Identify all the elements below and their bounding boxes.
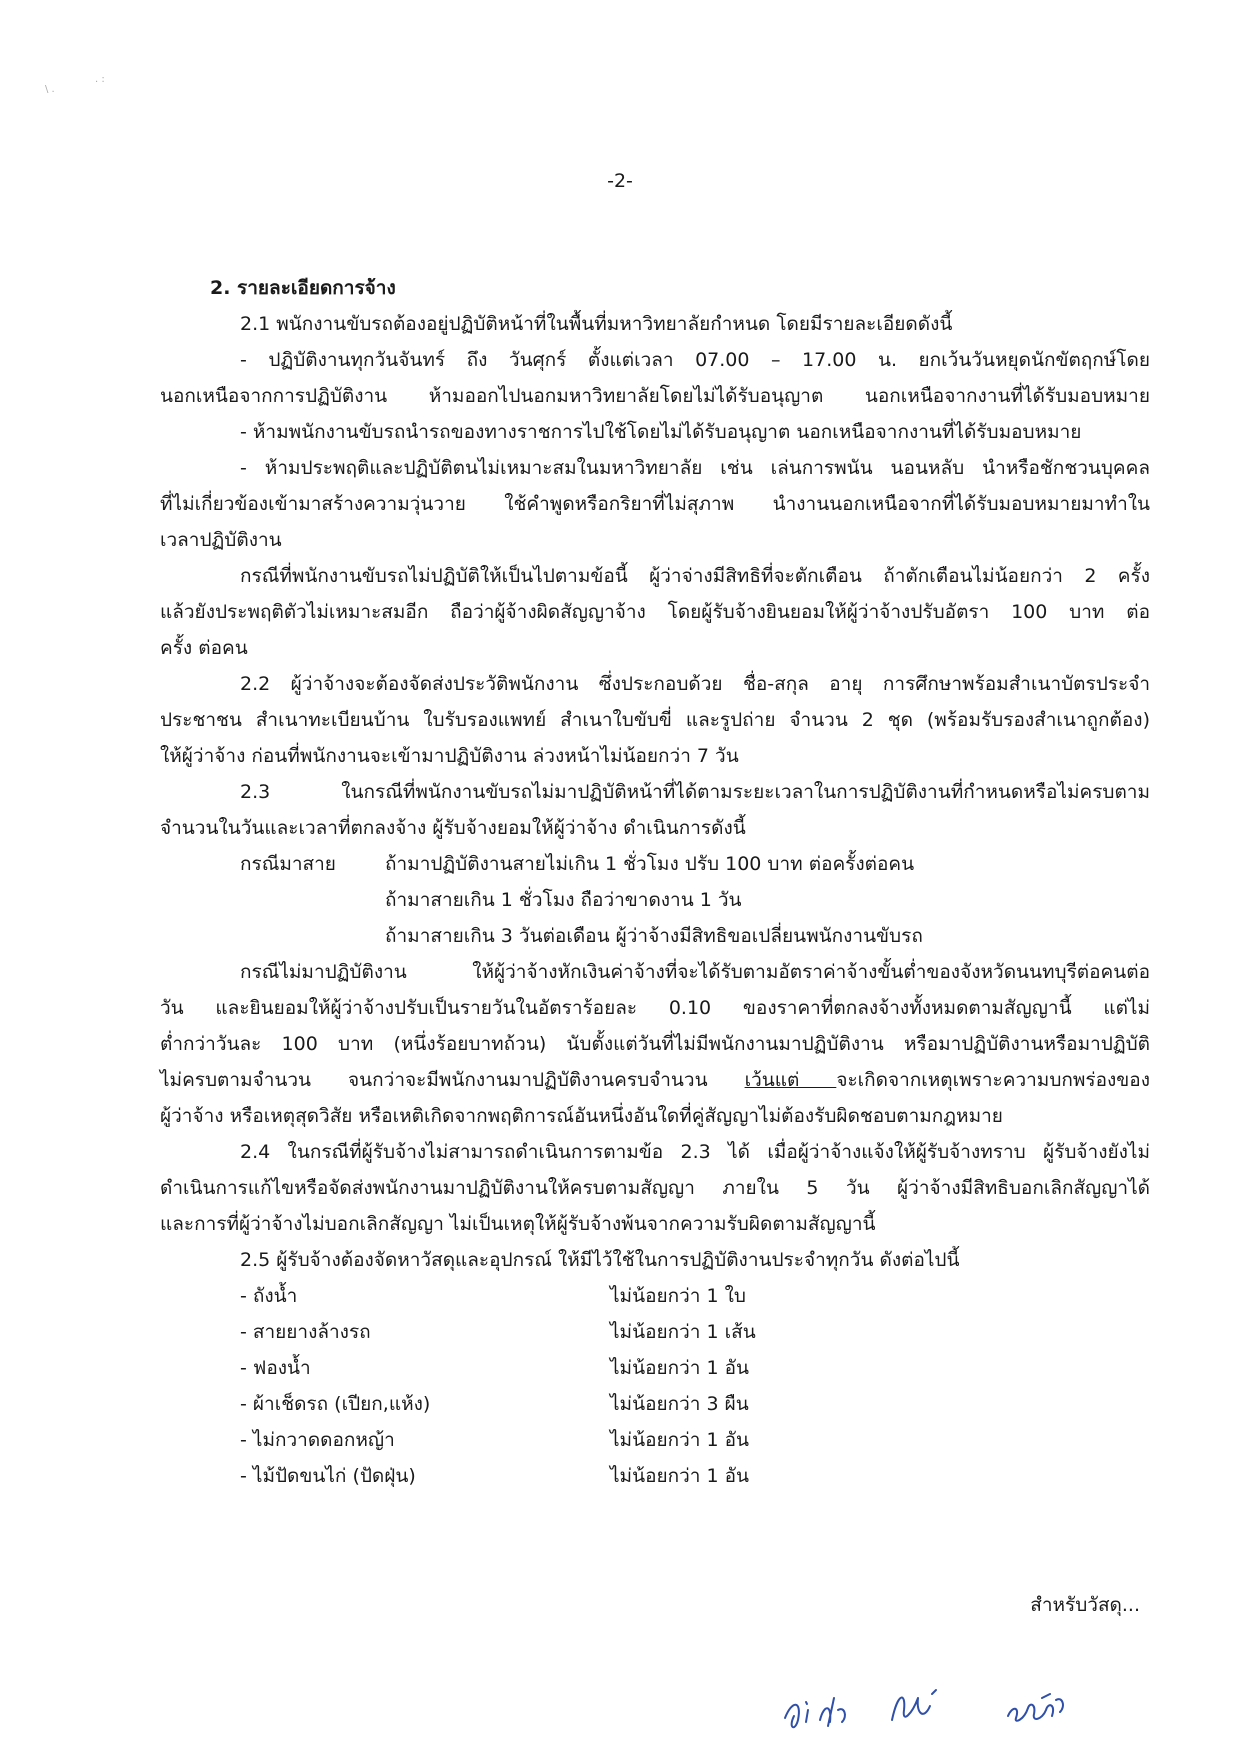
svg-text:. :: . : xyxy=(95,74,105,85)
scan-marks xyxy=(40,60,130,100)
section-2-1-item3-line2: ที่ไม่เกี่ยวข้องเข้ามาสร้างความวุ่นวาย ใช้คำพูดหรือกริยาที่ไม่สุภาพ นำงานนอกเหนือจากที่ได้รับมอบหมายมาทำใน xyxy=(160,493,1150,515)
material-name: - ไม่กวาดดอกหญ้า xyxy=(240,1429,395,1451)
material-row xyxy=(160,1350,1150,1386)
material-qty: ไม่น้อยกว่า 1 อัน xyxy=(610,1357,750,1379)
section-2-1-item3-line3: เวลาปฏิบัติงาน xyxy=(160,529,282,551)
absent-line4-post: จะเกิดจากเหตุเพราะความบกพร่องของ xyxy=(836,1069,1150,1091)
material-row xyxy=(160,1458,1150,1494)
svg-text:\ .: \ . xyxy=(45,84,55,95)
absent-line2: วัน และยินยอมให้ผู้ว่าจ้างปรับเป็นรายวันในอัตราร้อยละ 0.10 ของราคาที่ตกลงจ้างทั้งหมดตามสัญญานี้ แต่ไม่ xyxy=(160,997,1150,1019)
late-label: กรณีมาสาย xyxy=(240,853,336,875)
section-2-2-line3: ให้ผู้ว่าจ้าง ก่อนที่พนักงานจะเข้ามาปฏิบัติงาน ล่วงหน้าไม่น้อยกว่า 7 วัน xyxy=(160,745,739,767)
late-rule-row xyxy=(160,846,1150,882)
handwritten-signatures xyxy=(780,1680,1120,1740)
section-2-1-penalty-line3: ครั้ง ต่อคน xyxy=(160,637,248,659)
material-name: - ถังน้ำ xyxy=(240,1285,298,1307)
section-2-1-item3-line1: - ห้ามประพฤติและปฏิบัติตนไม่เหมาะสมในมหาวิทยาลัย เช่น เล่นการพนัน นอนหลับ นำหรือชักชวนบุคคล xyxy=(240,457,1150,479)
absent-line1: กรณีไม่มาปฏิบัติงาน ให้ผู้ว่าจ้างหักเงินค่าจ้างที่จะได้รับตามอัตราค่าจ้างขั้นต่ำของจังหวัดนนทบุรีต่อคนต่อ xyxy=(240,961,1150,983)
section-2-2-line2: ประชาชน สำเนาทะเบียนบ้าน ใบรับรองแพทย์ สำเนาใบขับขี่ และรูปถ่าย จำนวน 2 ชุด (พร้อมรับรองสำเนาถูกต้อง) xyxy=(160,709,1150,731)
material-qty: ไม่น้อยกว่า 3 ผืน xyxy=(610,1393,749,1415)
absent-line4-pre: ไม่ครบตามจำนวน จนกว่าจะมีพนักงานมาปฏิบัติงานครบจำนวน xyxy=(160,1069,745,1091)
section-2-1-intro: 2.1 พนักงานขับรถต้องอยู่ปฏิบัติหน้าที่ในพื้นที่มหาวิทยาลัยกำหนด โดยมีรายละเอียดดังนี้ xyxy=(240,313,953,335)
section-2-3-line1: 2.3 ในกรณีที่พนักงานขับรถไม่มาปฏิบัติหน้าที่ได้ตามระยะเวลาในการปฏิบัติงานที่กำหนดหรือไม่ครบตาม xyxy=(240,781,1150,803)
material-name: - สายยางล้างรถ xyxy=(240,1321,371,1343)
late-rule-2: ถ้ามาสายเกิน 1 ชั่วโมง ถือว่าขาดงาน 1 วัน xyxy=(385,889,742,911)
page-number: -2- xyxy=(607,170,633,192)
section-2-1-item1-line2: นอกเหนือจากการปฏิบัติงาน ห้ามออกไปนอกมหาวิทยาลัยโดยไม่ได้รับอนุญาต นอกเหนือจากงานที่ได้รับมอบหมาย xyxy=(160,385,1150,407)
section-2-3-line2: จำนวนในวันและเวลาที่ตกลงจ้าง ผู้รับจ้างยอมให้ผู้ว่าจ้าง ดำเนินการดังนี้ xyxy=(160,817,746,839)
material-qty: ไม่น้อยกว่า 1 อัน xyxy=(610,1429,750,1451)
section-2-4-line2: ดำเนินการแก้ไขหรือจัดส่งพนักงานมาปฏิบัติงานให้ครบตามสัญญา ภายใน 5 วัน ผู้ว่าจ้างมีสิทธิบอกเลิกสัญญาได้ xyxy=(160,1177,1150,1199)
late-rule-1: ถ้ามาปฏิบัติงานสายไม่เกิน 1 ชั่วโมง ปรับ 100 บาท ต่อครั้งต่อคน xyxy=(385,853,915,875)
continuation-note: สำหรับวัสดุ... xyxy=(1030,1594,1140,1616)
section-2-4-line1: 2.4 ในกรณีที่ผู้รับจ้างไม่สามารถดำเนินการตามข้อ 2.3 ได้ เมื่อผู้ว่าจ้างแจ้งให้ผู้รับจ้างทราบ ผู้รับจ้างยังไม่ xyxy=(240,1141,1150,1163)
material-qty: ไม่น้อยกว่า 1 ใบ xyxy=(610,1285,746,1307)
absent-line4 xyxy=(160,1062,1150,1098)
late-rule-3: ถ้ามาสายเกิน 3 วันต่อเดือน ผู้ว่าจ้างมีสิทธิขอเปลี่ยนพนักงานขับรถ xyxy=(385,925,923,947)
material-row xyxy=(160,1386,1150,1422)
section-2-1-penalty-line2: แล้วยังประพฤติตัวไม่เหมาะสมอีก ถือว่าผู้จ้างผิดสัญญาจ้าง โดยผู้รับจ้างยินยอมให้ผู้ว่าจ้างปรับอัตรา 100 บาท ต่อ xyxy=(160,601,1150,623)
absent-line5: ผู้ว่าจ้าง หรือเหตุสุดวิสัย หรือเหติเกิดจากพฤติการณ์อันหนึ่งอันใดที่คู่สัญญาไม่ต้องรับผิดชอบตามกฎหมาย xyxy=(160,1105,1003,1127)
section-heading: 2. รายละเอียดการจ้าง xyxy=(210,277,396,299)
material-row xyxy=(160,1422,1150,1458)
section-2-5-intro: 2.5 ผู้รับจ้างต้องจัดหาวัสดุและอุปกรณ์ ให้มีไว้ใช้ในการปฏิบัติงานประจำทุกวัน ดังต่อไปนี้ xyxy=(240,1249,960,1271)
section-2-4-line3: และการที่ผู้ว่าจ้างไม่บอกเลิกสัญญา ไม่เป็นเหตุให้ผู้รับจ้างพ้นจากความรับผิดตามสัญญานี้ xyxy=(160,1213,876,1235)
section-2-2-line1: 2.2 ผู้ว่าจ้างจะต้องจัดส่งประวัติพนักงาน ซึ่งประกอบด้วย ชื่อ-สกุล อายุ การศึกษาพร้อมสำเนาบัตรประจำ xyxy=(240,673,1150,695)
document-body xyxy=(160,270,1150,1494)
section-2-1-item2: - ห้ามพนักงานขับรถนำรถของทางราชการไปใช้โดยไม่ได้รับอนุญาต นอกเหนือจากงานที่ได้รับมอบหมาย xyxy=(240,421,1082,443)
material-qty: ไม่น้อยกว่า 1 เส้น xyxy=(610,1321,756,1343)
material-name: - ไม้ปัดขนไก่ (ปัดฝุ่น) xyxy=(240,1465,416,1487)
section-2-1-penalty-line1: กรณีที่พนักงานขับรถไม่ปฏิบัติให้เป็นไปตามข้อนี้ ผู้ว่าจ่างมีสิทธิที่จะตักเตือน ถ้าตักเตือนไม่น้อยกว่า 2 ครั้ง xyxy=(240,565,1150,587)
material-row xyxy=(160,1314,1150,1350)
material-row xyxy=(160,1278,1150,1314)
material-name: - ฟองน้ำ xyxy=(240,1357,311,1379)
absent-line3: ต่ำกว่าวันละ 100 บาท (หนึ่งร้อยบาทถ้วน) นับตั้งแต่วันที่ไม่มีพนักงานมาปฏิบัติงาน หรือมาปฏิบัติงานหรือมาปฏิบัติ xyxy=(160,1033,1150,1055)
except-underlined: เว้นแต่ xyxy=(744,1069,837,1091)
section-2-1-item1-line1: - ปฏิบัติงานทุกวันจันทร์ ถึง วันศุกร์ ตั้งแต่เวลา 07.00 – 17.00 น. ยกเว้นวันหยุดนักขัตฤกษ์โดย xyxy=(240,349,1150,371)
material-name: - ผ้าเช็ดรถ (เปียก,แห้ง) xyxy=(240,1393,431,1415)
material-qty: ไม่น้อยกว่า 1 อัน xyxy=(610,1465,750,1487)
